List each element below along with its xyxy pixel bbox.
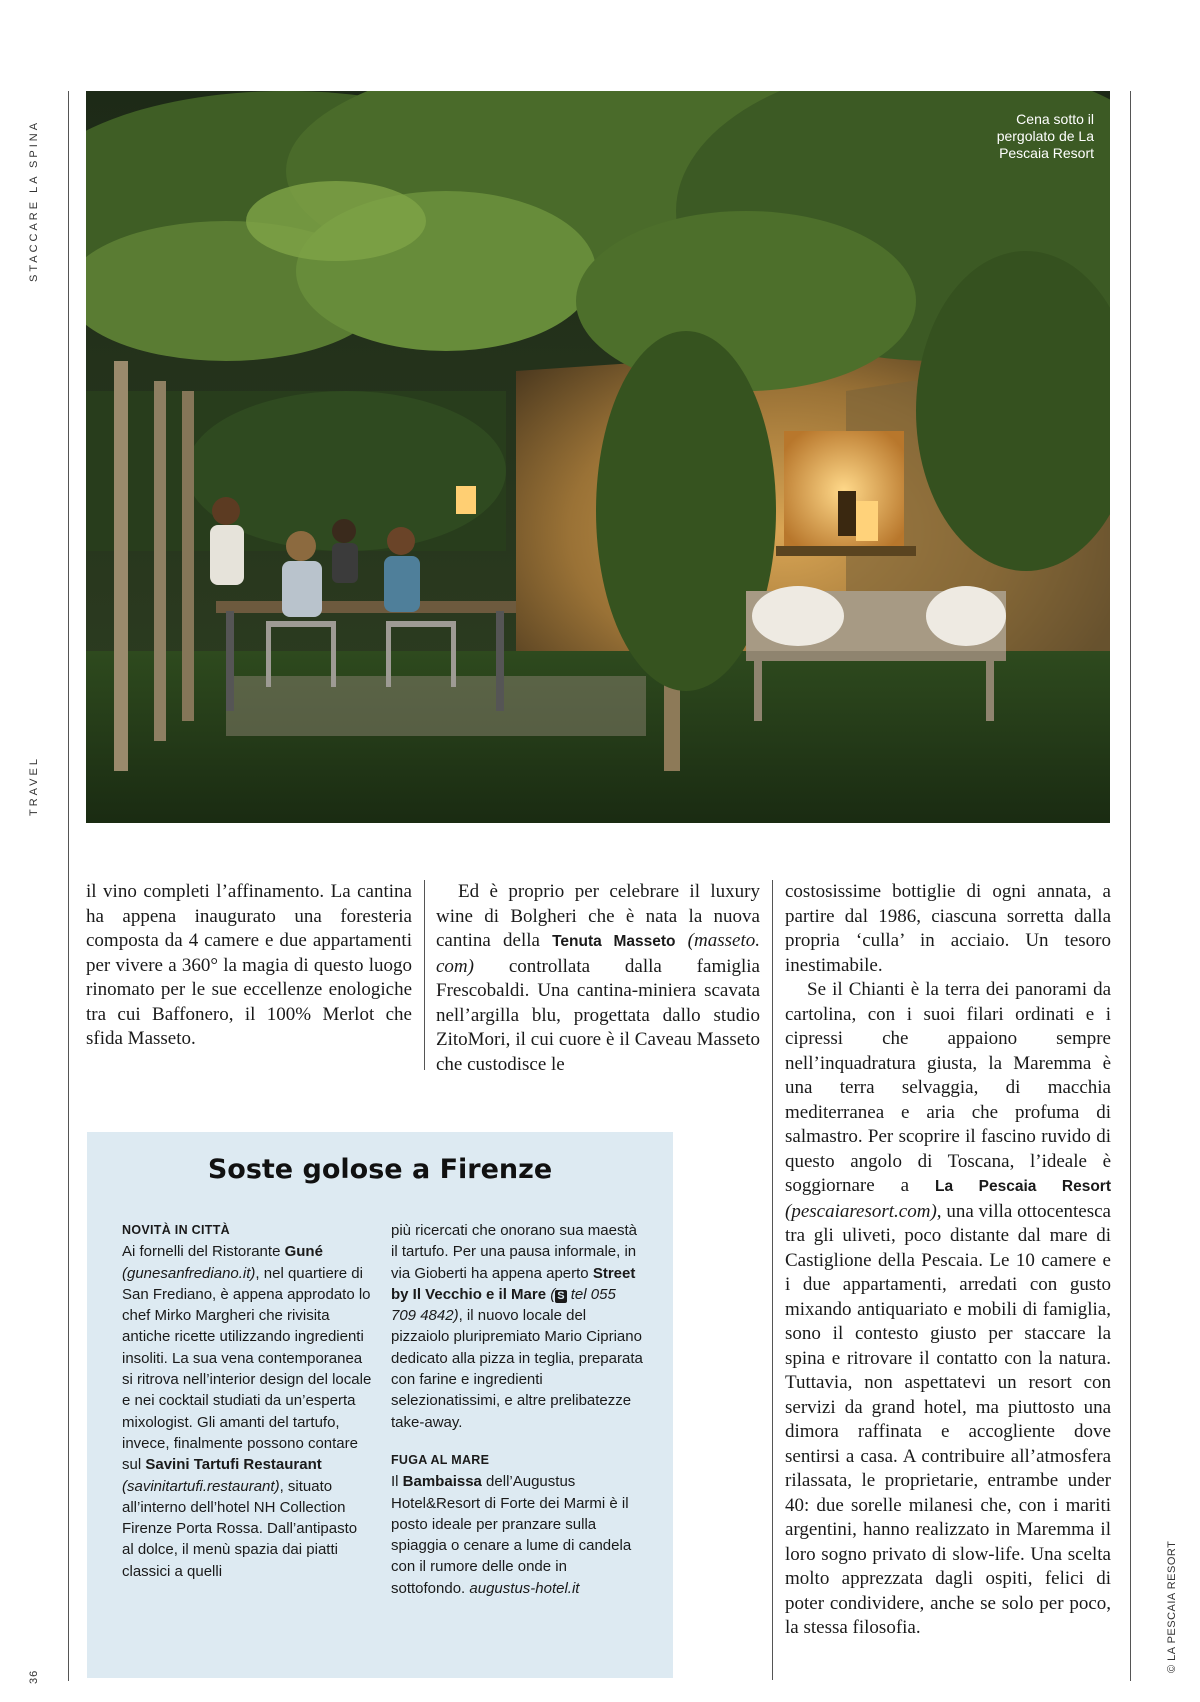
pescaia-website: (pescaiaresort.com) [785, 1200, 937, 1222]
page-number: 36 [28, 1669, 40, 1684]
sidebar-column-right [391, 1220, 643, 1599]
phone-icon: S [557, 1289, 565, 1302]
sidebar-right-text [391, 1220, 643, 1433]
article-column-3 [785, 880, 1111, 1641]
column-divider-2 [772, 880, 773, 1680]
column-3-paragraph-2 [785, 978, 1111, 1641]
section-label: STACCARE LA SPINA [28, 119, 40, 282]
savini-name: Savini Tartufi Restaurant [145, 1456, 322, 1474]
sidebar-column-left [122, 1220, 372, 1582]
augustus-website: augustus-hotel.it [469, 1579, 580, 1597]
street-phone: tel 055 709 4842) [391, 1285, 616, 1325]
right-u3: dell’Augustus Hotel&Resort di Forte dei Marmi è il posto ideale per pranzare sulla spiaggia o cenare a lume di candela con il rumore delle onde in sottofondo. [391, 1473, 632, 1597]
left-text-7: , situato all’interno dell’hotel NH Collection Firenze Porta Rossa. Dall’antipasto al dolce, il menù spazia dai piatti classici a quelli [122, 1477, 358, 1580]
street-name: Street by Il Vecchio e il Mare [391, 1264, 636, 1303]
right-text-5: , il nuovo locale del pizzaiolo pluripremiato Mario Cipriano dedicato alla pizza in teglia, preparata con farine e ingredienti selezionatissimi, e altre prelibatezze take-away. [391, 1307, 643, 1431]
tenuta-masseto-name: Tenuta Masseto [552, 933, 676, 950]
photo-credit: © LA PESCAIA RESORT [1166, 1540, 1178, 1673]
section-heading-fuga: FUGA AL MARE [391, 1452, 490, 1467]
la-pescaia-resort-name: La Pescaia Resort [935, 1178, 1111, 1195]
column-divider-1 [424, 880, 425, 1070]
hero-photo [86, 91, 1110, 823]
column-2-paragraph [436, 880, 760, 1077]
masseto-website: (masseto. com) [436, 930, 760, 977]
column-3-paragraph-1: costosissime bottiglie di ogni annata, a partire dal 1986, ciascuna sorretta dalla propria ‘culla’ in acciaio. Un tesoro inestimabile. [785, 881, 1111, 976]
photo-caption: Cena sotto il pergolato de La Pescaia Resort [996, 111, 1094, 161]
section-heading-novita: NOVITÀ IN CITTÀ [122, 1223, 230, 1237]
right-margin-rule [1130, 91, 1131, 1681]
category-label: TRAVEL [28, 756, 40, 816]
pergola-dinner-illustration [86, 91, 1110, 823]
gune-website: (gunesanfrediano.it) [122, 1264, 256, 1282]
left-text-4: , nel quartiere di San Frediano, è appena approdato lo chef Mirko Margheri che rivisita antiche ricette utilizzando ingredienti insoliti. La sua vena contemporanea si ritrova nell’interior design del locale e nei cocktail studiati da un’esperta mixologist. Gli amanti del tartufo, invece, finalmente possono contare sul [122, 1264, 372, 1474]
left-margin-rule [68, 91, 69, 1681]
right-paren: ( [546, 1285, 556, 1303]
col3-text-d: , una villa ottocentesca tra gli uliveti, poco distante dal mare di Castiglione della Pescaia. Le 10 camere e i due appartamenti, arredati con gusto mixando antiquariato e mobili di famiglia, sono il contesto giusto per staccare la spina e ritrovare il contatto con la natura. Tuttavia, non aspettatevi un resort con servizi da grand hotel, ma piuttosto una dimora raffinata e accogliente dove sentirsi a casa. A contribuire all’atmosfera rilassata, le proprietarie, entrambe under 40: due sorelle milanesi che, con i mariti argentini, hanno realizzato in Maremma il loro sogno privato di slow-life. Una scelta molto apprezzata dagli ospiti, felici di poter condividere, anche se solo per poco, la stessa filosofia. [785, 1200, 1111, 1638]
right-text-1: più ricercati che onorano sua maestà il tartufo. Per una pausa informale, in via Gioberti ha appena aperto [391, 1222, 637, 1282]
sidebar-right-text-2 [391, 1471, 643, 1599]
left-text-1: Ai fornelli del Ristorante [122, 1243, 285, 1261]
col2-text-d: controllata dalla famiglia Frescobaldi. Una cantina-miniera scavata nell’argilla blu, progettata dallo studio ZitoMori, il cui cuore è il Caveau Masseto che custodisce le [436, 955, 760, 1075]
sidebar-box [87, 1132, 673, 1678]
gune-name: Guné [284, 1243, 323, 1261]
right-u1: Il [391, 1473, 403, 1491]
article-column-2 [436, 880, 760, 1077]
column-1-paragraph: il vino completi l’affinamento. La cantina ha appena inaugurato una foresteria composta da 4 camere e due appartamenti per vivere a 360° la magia di questo luogo rinomato per le sue eccellenze enologiche tra cui Baffonero, il 100% Merlot che sfida Masseto. [86, 881, 412, 1049]
col3-text-a: Se il Chianti è la terra dei panorami da cartolina, con i suoi filari ordinati e i cipressi che appaiono sempre nell’inquadratura giusta, la Maremma è una terra selvaggia, di macchia mediterranea e aria che profuma di salmastro. Per scoprire il fascino ruvido di questo angolo di Toscana, l’ideale è soggiornare a [785, 979, 1111, 1196]
col2-text-a: Ed è proprio per celebrare il luxury wine di Bolgheri che è nata la nuova cantina della [436, 881, 760, 951]
sidebar-left-text [122, 1241, 372, 1582]
sidebar-title: Soste golose a Firenze [207, 1154, 553, 1185]
bambaissa-name: Bambaissa [402, 1473, 482, 1491]
savini-website: (savinitartufi.restaurant) [122, 1477, 280, 1495]
article-column-1 [86, 880, 412, 1052]
